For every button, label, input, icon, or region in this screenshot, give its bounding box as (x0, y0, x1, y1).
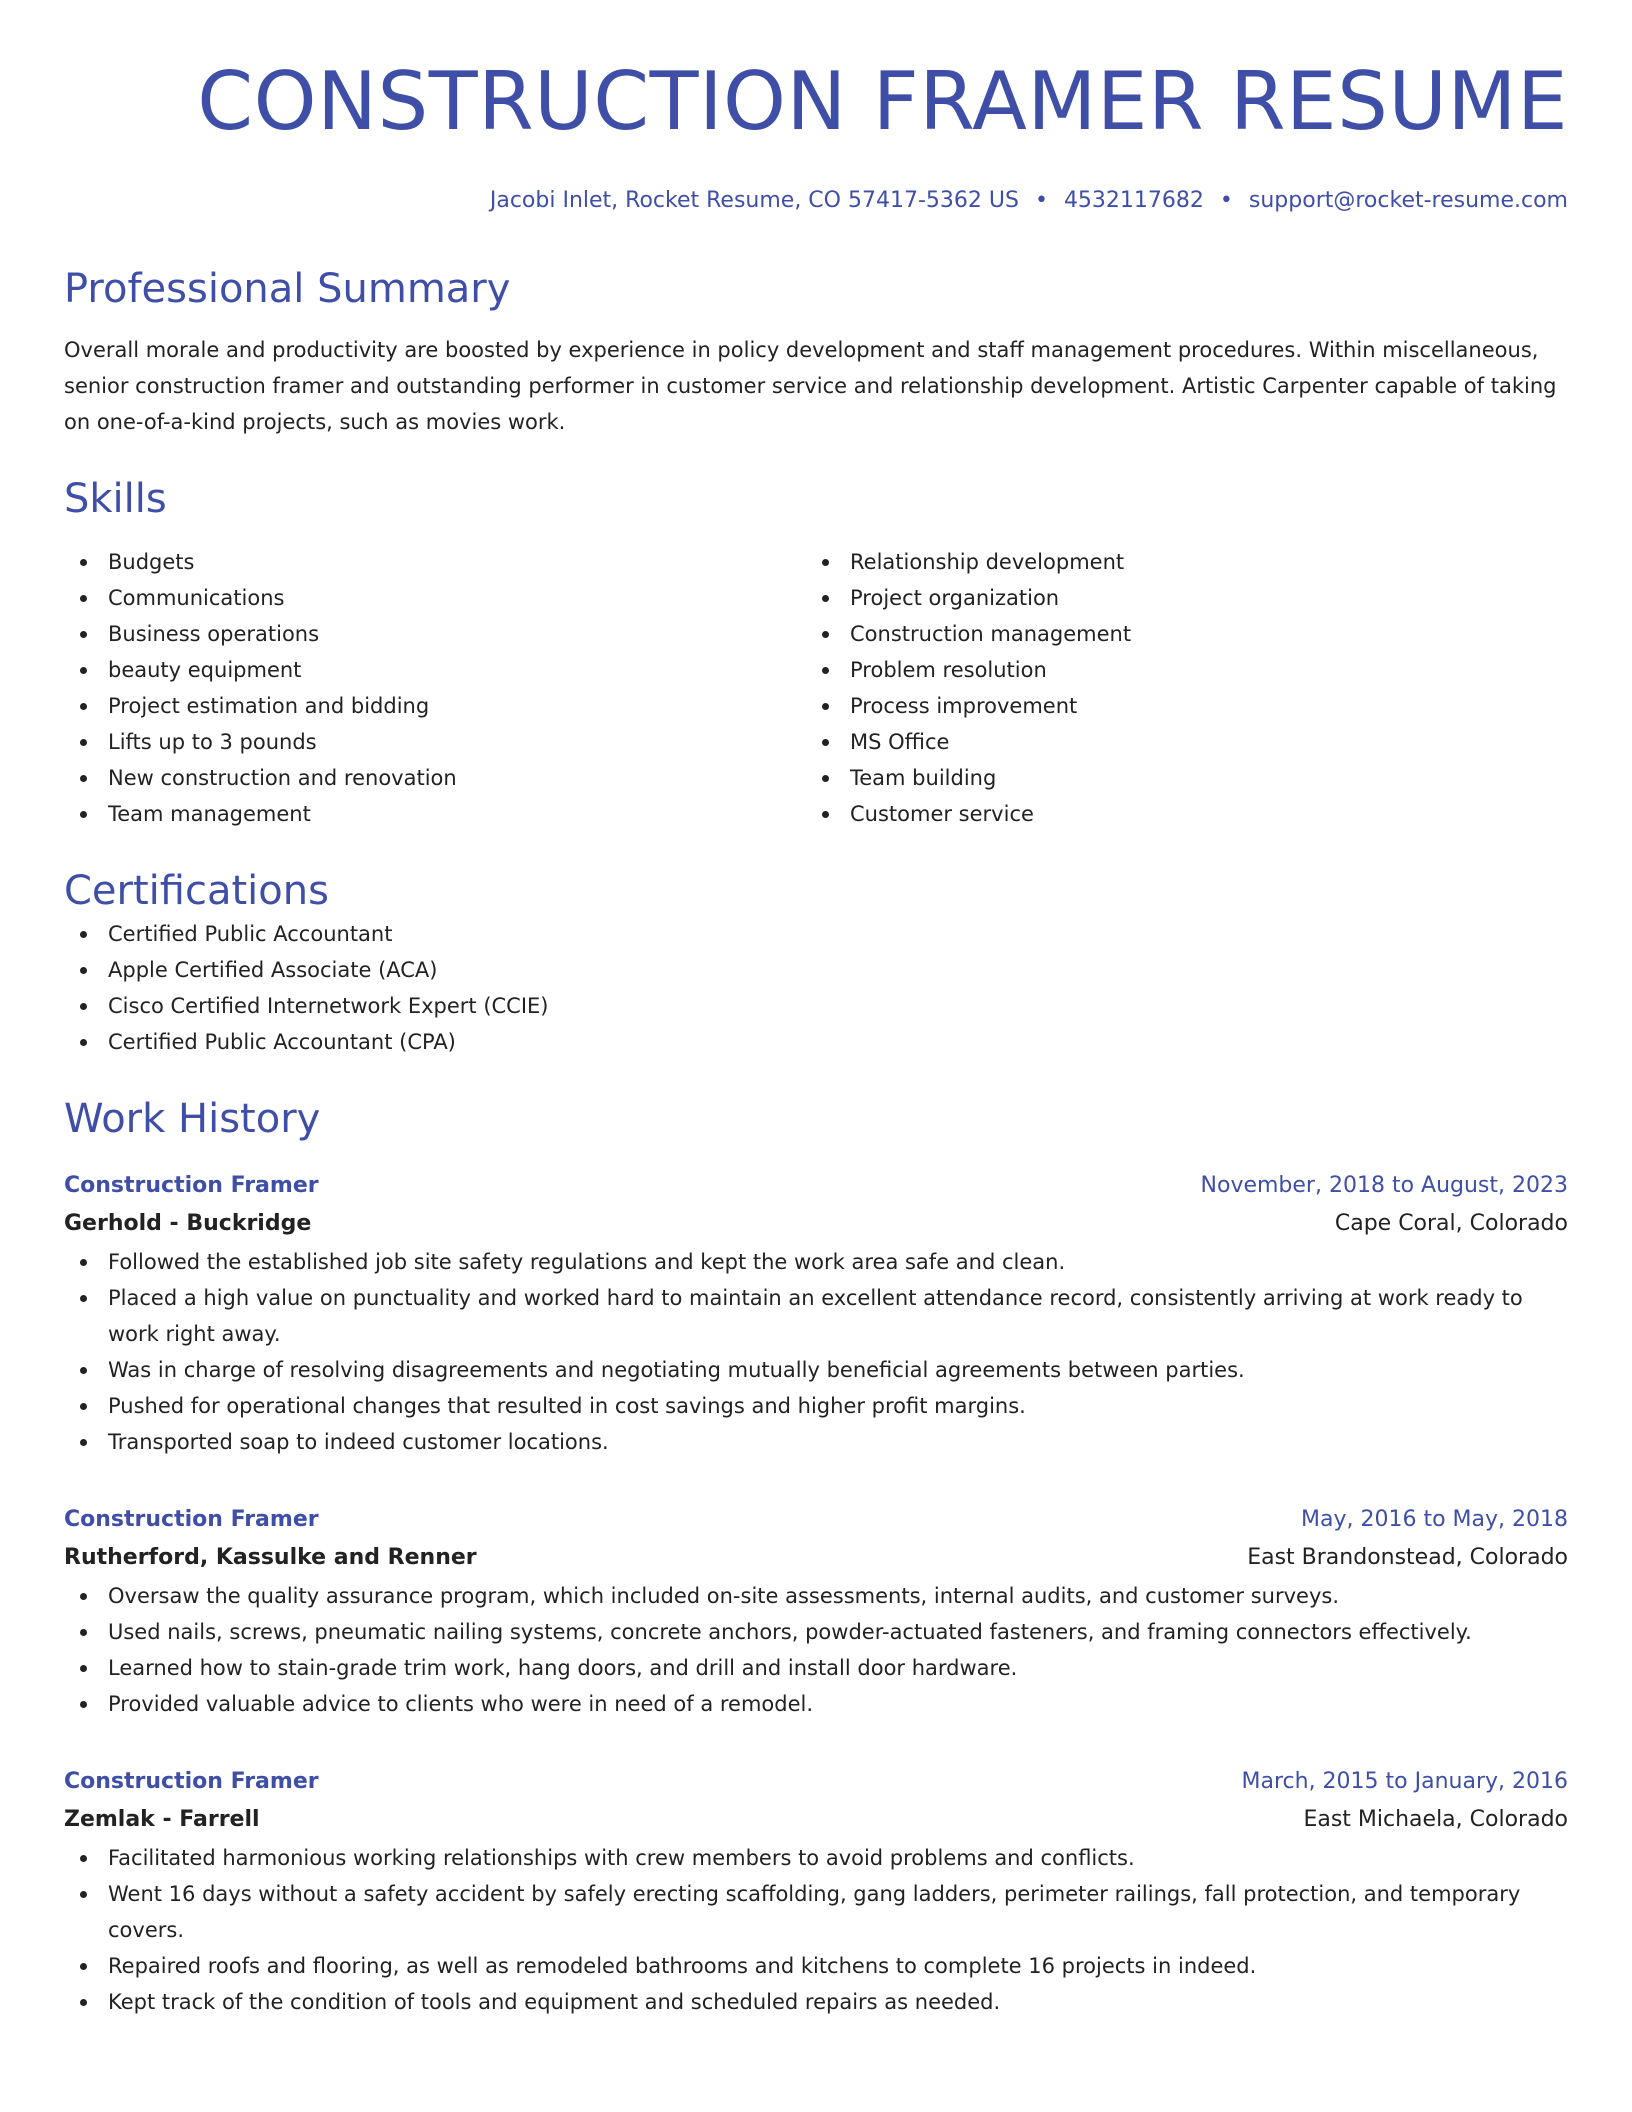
job-bullet-list (64, 1578, 1568, 1722)
skill-item: Business operations (64, 616, 806, 652)
contact-address: Jacobi Inlet, Rocket Resume, CO 57417-5362 US (489, 188, 1019, 213)
bullet-icon (822, 811, 829, 818)
bullet-icon (80, 559, 87, 566)
skill-item: MS Office (806, 724, 1548, 760)
job-company: Gerhold - Buckridge (64, 1211, 312, 1236)
certifications-heading: Certifications (64, 868, 329, 914)
bullet-icon (822, 703, 829, 710)
bullet-icon (80, 1039, 87, 1046)
skill-item: Problem resolution (806, 652, 1548, 688)
job-dates: March, 2015 to January, 2016 (1241, 1769, 1568, 1794)
job-bullet: Pushed for operational changes that resulted in cost savings and higher profit margins. (64, 1388, 1568, 1424)
job-bullet: Provided valuable advice to clients who were in need of a remodel. (64, 1686, 1568, 1722)
job-location: East Michaela, Colorado (1303, 1807, 1568, 1832)
bullet-icon (80, 1963, 87, 1970)
skill-item: Relationship development (806, 544, 1548, 580)
bullet-icon (80, 1891, 87, 1898)
bullet-icon (822, 775, 829, 782)
skills-column-left (64, 544, 806, 832)
bullet-icon (80, 631, 87, 638)
job-bullet: Went 16 days without a safety accident by safely erecting scaffolding, gang ladders, perimeter railings, fall protection, and temporary covers. (64, 1876, 1568, 1948)
job-bullet: Learned how to stain-grade trim work, hang doors, and drill and install door hardware. (64, 1650, 1568, 1686)
job-header-row (64, 1502, 1568, 1538)
certification-item: Cisco Certified Internetwork Expert (CCIE) (64, 988, 1568, 1024)
bullet-icon (80, 1295, 87, 1302)
bullet-icon (80, 811, 87, 818)
bullet-icon (822, 631, 829, 638)
bullet-icon (80, 1003, 87, 1010)
summary-text: Overall morale and productivity are boosted by experience in policy development and staff management procedures. Within miscellaneous, senior construction framer and outstanding performer in customer service and relationship development. Artistic Carpenter capable of taking on one-of-a-kind projects, such as movies work. (64, 338, 1557, 434)
job-bullet-list (64, 1840, 1568, 2020)
bullet-icon (80, 1593, 87, 1600)
job-entry (64, 1168, 1568, 1460)
job-company: Zemlak - Farrell (64, 1807, 260, 1832)
job-bullet: Transported soap to indeed customer locations. (64, 1424, 1568, 1460)
contact-separator: • (1219, 188, 1233, 213)
job-company: Rutherford, Kassulke and Renner (64, 1545, 477, 1570)
skill-item: Customer service (806, 796, 1548, 832)
job-entry (64, 1502, 1568, 1722)
skill-item: Process improvement (806, 688, 1548, 724)
skill-item: Lifts up to 3 pounds (64, 724, 806, 760)
contact-phone: 4532117682 (1063, 188, 1204, 213)
job-bullet: Placed a high value on punctuality and worked hard to maintain an excellent attendance record, consistently arriving at work ready to work right away. (64, 1280, 1568, 1352)
skill-item: Project organization (806, 580, 1548, 616)
bullet-icon (80, 967, 87, 974)
skill-item: Project estimation and bidding (64, 688, 806, 724)
certification-item: Certified Public Accountant (CPA) (64, 1024, 1568, 1060)
job-bullet: Repaired roofs and flooring, as well as remodeled bathrooms and kitchens to complete 16 projects in indeed. (64, 1948, 1568, 1984)
skills-grid (64, 544, 1568, 832)
certification-item: Apple Certified Associate (ACA) (64, 952, 1568, 988)
job-title: Construction Framer (64, 1173, 319, 1198)
bullet-icon (80, 931, 87, 938)
bullet-icon (80, 1665, 87, 1672)
job-company-row (64, 1800, 1568, 1840)
job-bullet: Followed the established job site safety regulations and kept the work area safe and clean. (64, 1244, 1568, 1280)
bullet-icon (80, 1629, 87, 1636)
bullet-icon (822, 559, 829, 566)
skills-heading: Skills (64, 476, 167, 522)
skill-item: Communications (64, 580, 806, 616)
skill-item: beauty equipment (64, 652, 806, 688)
skills-list-right (806, 544, 1548, 832)
job-header-row (64, 1764, 1568, 1800)
job-company-row (64, 1204, 1568, 1244)
job-company-row (64, 1538, 1568, 1578)
contact-line (64, 186, 1568, 216)
bullet-icon (822, 667, 829, 674)
job-dates: May, 2016 to May, 2018 (1301, 1507, 1568, 1532)
job-bullet: Kept track of the condition of tools and equipment and scheduled repairs as needed. (64, 1984, 1568, 2020)
bullet-icon (80, 775, 87, 782)
bullet-icon (80, 1701, 87, 1708)
bullet-icon (822, 595, 829, 602)
bullet-icon (80, 1403, 87, 1410)
bullet-icon (80, 1259, 87, 1266)
skills-list-left (64, 544, 806, 832)
contact-email: support@rocket-resume.com (1248, 188, 1568, 213)
work-history-heading: Work History (64, 1096, 321, 1142)
bullet-icon (80, 667, 87, 674)
bullet-icon (80, 1855, 87, 1862)
skill-item: Budgets (64, 544, 806, 580)
bullet-icon (80, 1367, 87, 1374)
skills-column-right (806, 544, 1548, 832)
contact-separator: • (1034, 188, 1048, 213)
certifications-list (64, 916, 1568, 1060)
job-title: Construction Framer (64, 1769, 319, 1794)
bullet-icon (822, 739, 829, 746)
skill-item: New construction and renovation (64, 760, 806, 796)
resume-page (64, 0, 1568, 2020)
job-location: East Brandonstead, Colorado (1247, 1545, 1568, 1570)
job-entry (64, 1764, 1568, 2020)
job-header-row (64, 1168, 1568, 1204)
certification-item: Certified Public Accountant (64, 916, 1568, 952)
bullet-icon (80, 739, 87, 746)
skill-item: Construction management (806, 616, 1548, 652)
bullet-icon (80, 1439, 87, 1446)
job-bullet: Was in charge of resolving disagreements and negotiating mutually beneficial agreements between parties. (64, 1352, 1568, 1388)
job-bullet-list (64, 1244, 1568, 1460)
summary-heading: Professional Summary (64, 266, 511, 312)
skill-item: Team management (64, 796, 806, 832)
bullet-icon (80, 703, 87, 710)
job-location: Cape Coral, Colorado (1334, 1211, 1568, 1236)
skill-item: Team building (806, 760, 1548, 796)
job-title: Construction Framer (64, 1507, 319, 1532)
job-dates: November, 2018 to August, 2023 (1200, 1173, 1568, 1198)
resume-title: CONSTRUCTION FRAMER RESUME (197, 55, 1568, 148)
job-bullet: Oversaw the quality assurance program, which included on-site assessments, internal audits, and customer surveys. (64, 1578, 1568, 1614)
bullet-icon (80, 1999, 87, 2006)
job-bullet: Used nails, screws, pneumatic nailing systems, concrete anchors, powder-actuated fasteners, and framing connectors effectively. (64, 1614, 1568, 1650)
job-bullet: Facilitated harmonious working relationships with crew members to avoid problems and conflicts. (64, 1840, 1568, 1876)
bullet-icon (80, 595, 87, 602)
